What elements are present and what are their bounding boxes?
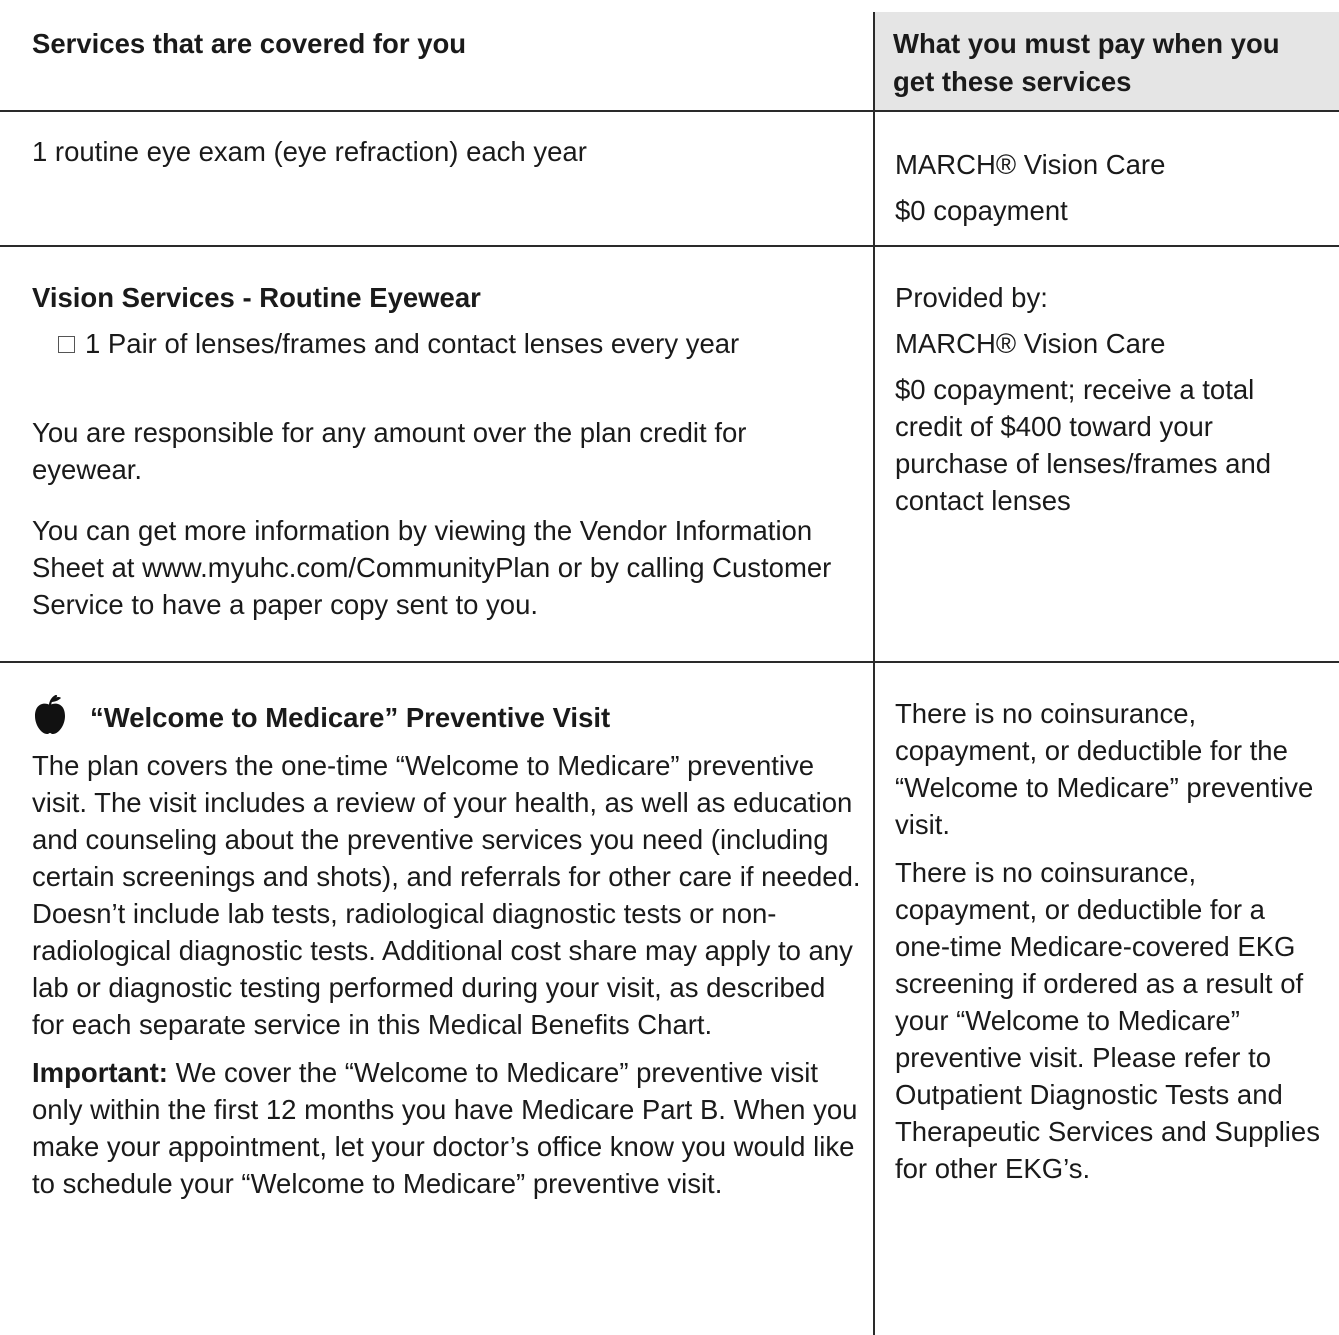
welcome-description: The plan covers the one-time “Welcome to Medicare” preventive visit. The visit includes a review of your health, as well as education and counseling about the preventive services you need (including certain screenings and shots), and referrals for other care if needed. Doesn’t include lab tests, radiological diagnostic tests or non-radiological diagnostic tests. Additional cost share may apply to any lab or diagnostic testing performed during your visit, as described for each separate service in this Medical Benefits Chart.	[32, 750, 861, 1040]
apple-icon	[32, 695, 68, 735]
checkbox-icon	[58, 336, 75, 353]
row-divider-1	[0, 245, 1339, 247]
row-welcome-left	[32, 695, 862, 1202]
eyewear-provided-by: Provided by:	[895, 282, 1048, 313]
eyewear-bullet-text: 1 Pair of lenses/frames and contact lenses every year	[85, 328, 740, 359]
welcome-title-line	[32, 695, 862, 736]
eyewear-responsibility-text: You are responsible for any amount over the plan credit for eyewear.	[32, 417, 747, 485]
eye-exam-provider: MARCH® Vision Care	[895, 149, 1166, 180]
eyewear-title: Vision Services - Routine Eyewear	[32, 282, 481, 313]
row-divider-2	[0, 661, 1339, 663]
eyewear-more-info-text: You can get more information by viewing the Vendor Information Sheet at www.myuhc.com/CommunityPlan or by calling Customer Service to have a paper copy sent to you.	[32, 515, 832, 620]
welcome-title: “Welcome to Medicare” Preventive Visit	[90, 702, 611, 733]
important-text: We cover the “Welcome to Medicare” preventive visit only within the first 12 months you have Medicare Part B. When you make your appointment, let your doctor’s office know you would like to schedule your “Welcome to Medicare” preventive visit.	[32, 1057, 858, 1199]
welcome-cost-text: There is no coinsurance, copayment, or deductible for the “Welcome to Medicare” preventive visit.	[895, 698, 1314, 840]
header-what-you-pay: What you must pay when you get these services	[893, 28, 1280, 97]
eyewear-copay-credit: $0 copayment; receive a total credit of $400 toward your purchase of lenses/frames and contact lenses	[895, 374, 1272, 516]
row-eyewear-left	[32, 279, 862, 623]
row-eye-exam-right	[895, 142, 1325, 234]
header-services-covered: Services that are covered for you	[32, 28, 467, 59]
header-divider	[0, 110, 1339, 112]
eye-exam-text: 1 routine eye exam (eye refraction) each year	[32, 136, 587, 167]
row-eye-exam-left	[32, 133, 862, 170]
important-label: Important:	[32, 1057, 168, 1088]
eye-exam-copay: $0 copayment	[895, 195, 1068, 226]
ekg-cost-text: There is no coinsurance, copayment, or deductible for a one-time Medicare-covered EKG screening if ordered as a result of your “Welcome to Medicare” preventive visit. Please refer to Outpatient Diagnostic Tests and Therapeutic Services and Supplies for other EKG’s.	[895, 857, 1320, 1184]
row-welcome-right	[895, 695, 1325, 1187]
eyewear-bullet-item	[32, 325, 862, 362]
column-divider	[873, 12, 875, 1335]
row-eyewear-right	[895, 279, 1325, 519]
eyewear-provider: MARCH® Vision Care	[895, 328, 1166, 359]
welcome-important-note	[32, 1054, 862, 1202]
